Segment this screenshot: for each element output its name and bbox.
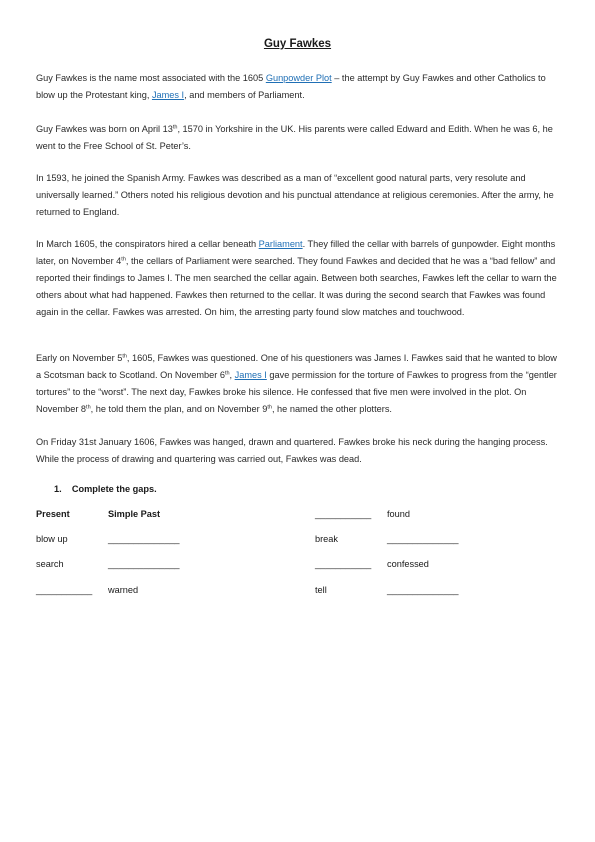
parliament-link[interactable]: Parliament [258,239,303,249]
gap-blank[interactable]: ______________ [387,534,459,544]
text-run: , 1570 in Yorkshire in the UK. His parents were called Edward and Edith. When he was 6, he went to the Free School of St. Peter’s. [36,124,553,151]
word-cell: warned [108,585,139,595]
gunpowder-plot-link[interactable]: Gunpowder Plot [265,73,332,83]
superscript: th [121,256,126,263]
superscript: th [122,353,127,360]
text-run: Guy Fawkes was born on April 13 [36,124,173,134]
text-run: , he named the other plotters. [271,404,392,414]
gap-blank[interactable]: ______________ [387,585,459,595]
superscript: th [172,124,178,131]
header-simple-past: Simple Past [108,509,161,519]
text-run: Guy Fawkes is the name most associated with the 1605 [36,73,266,83]
paragraph-birth [36,121,558,155]
paragraph-questioning [36,350,558,418]
text-run: , he told them the plan, and on November 9 [90,404,268,414]
text-run: , [229,370,235,380]
text-run: , 1605, Fawkes was questioned. One of his questioners was James I. Fawkes said that he wanted to blow a Scotsman back to Scotland. On November 6 [36,353,557,380]
gap-blank[interactable]: ______________ [108,559,180,569]
gap-blank[interactable]: ______________ [108,534,180,544]
task-heading [54,484,157,494]
text-run: – the attempt by Guy Fawkes and other Catholics to blow up the Protestant king, [36,73,546,100]
word-cell: break [315,534,338,544]
gap-blank[interactable]: ___________ [315,509,372,519]
task-label: Complete the gaps. [71,484,157,494]
superscript: th [86,404,91,411]
gap-blank[interactable]: ___________ [36,585,93,595]
text-run: , the cellars of Parliament were searched. They found Fawkes and decided that he was a “bad fellow” and reported their findings to James I. The men searched the cellar again. Between both searches, Fawkes left the cellar to warn the others about what had happened. Fawkes then returned to the cellar. It was during the second search that Fawkes was found again in the cellar. Fawkes was arrested. On him, the arresting party found slow matches and touchwood. [36,256,557,317]
paragraph-intro [36,70,558,104]
word-cell: confessed [387,559,429,569]
james-i-link-2[interactable]: James I [234,370,267,380]
word-cell: tell [315,585,327,595]
header-present: Present [36,509,70,519]
text-run: Early on November 5 [36,353,123,363]
text-run: . They filled the cellar with barrels of gunpowder. Eight months later, on November 4 [36,239,556,266]
text-run: , and members of Parliament. [184,90,305,100]
task-number: 1. [54,484,62,494]
superscript: th [224,370,230,377]
superscript: th [267,404,272,411]
text-run: gave permission for the torture of Fawkes to progress from the “gentler tortures” to the “worst”. The next day, Fawkes broke his silence. He confessed that five men were involved in the plot. On November 8 [36,370,557,414]
page-title: Guy Fawkes [263,38,332,50]
text-run: In March 1605, the conspirators hired a cellar beneath [36,239,259,249]
word-cell: search [36,559,64,569]
word-cell: found [387,509,410,519]
james-i-link[interactable]: James I [151,90,185,100]
gap-blank[interactable]: ___________ [315,559,372,569]
paragraph-execution: On Friday 31st January 1606, Fawkes was hanged, drawn and quartered. Fawkes broke his neck during the hanging process. While the process of drawing and quartering was carried out, Fawkes was dead. [36,437,548,464]
paragraph-army: In 1593, he joined the Spanish Army. Fawkes was described as a man of “excellent good natural parts, very resolute and universally learned.” Others noted his religious devotion and his punctual attendance at religious ceremonies. After the army, he returned to England. [36,173,554,217]
word-cell: blow up [36,534,68,544]
paragraph-cellar [36,236,558,321]
